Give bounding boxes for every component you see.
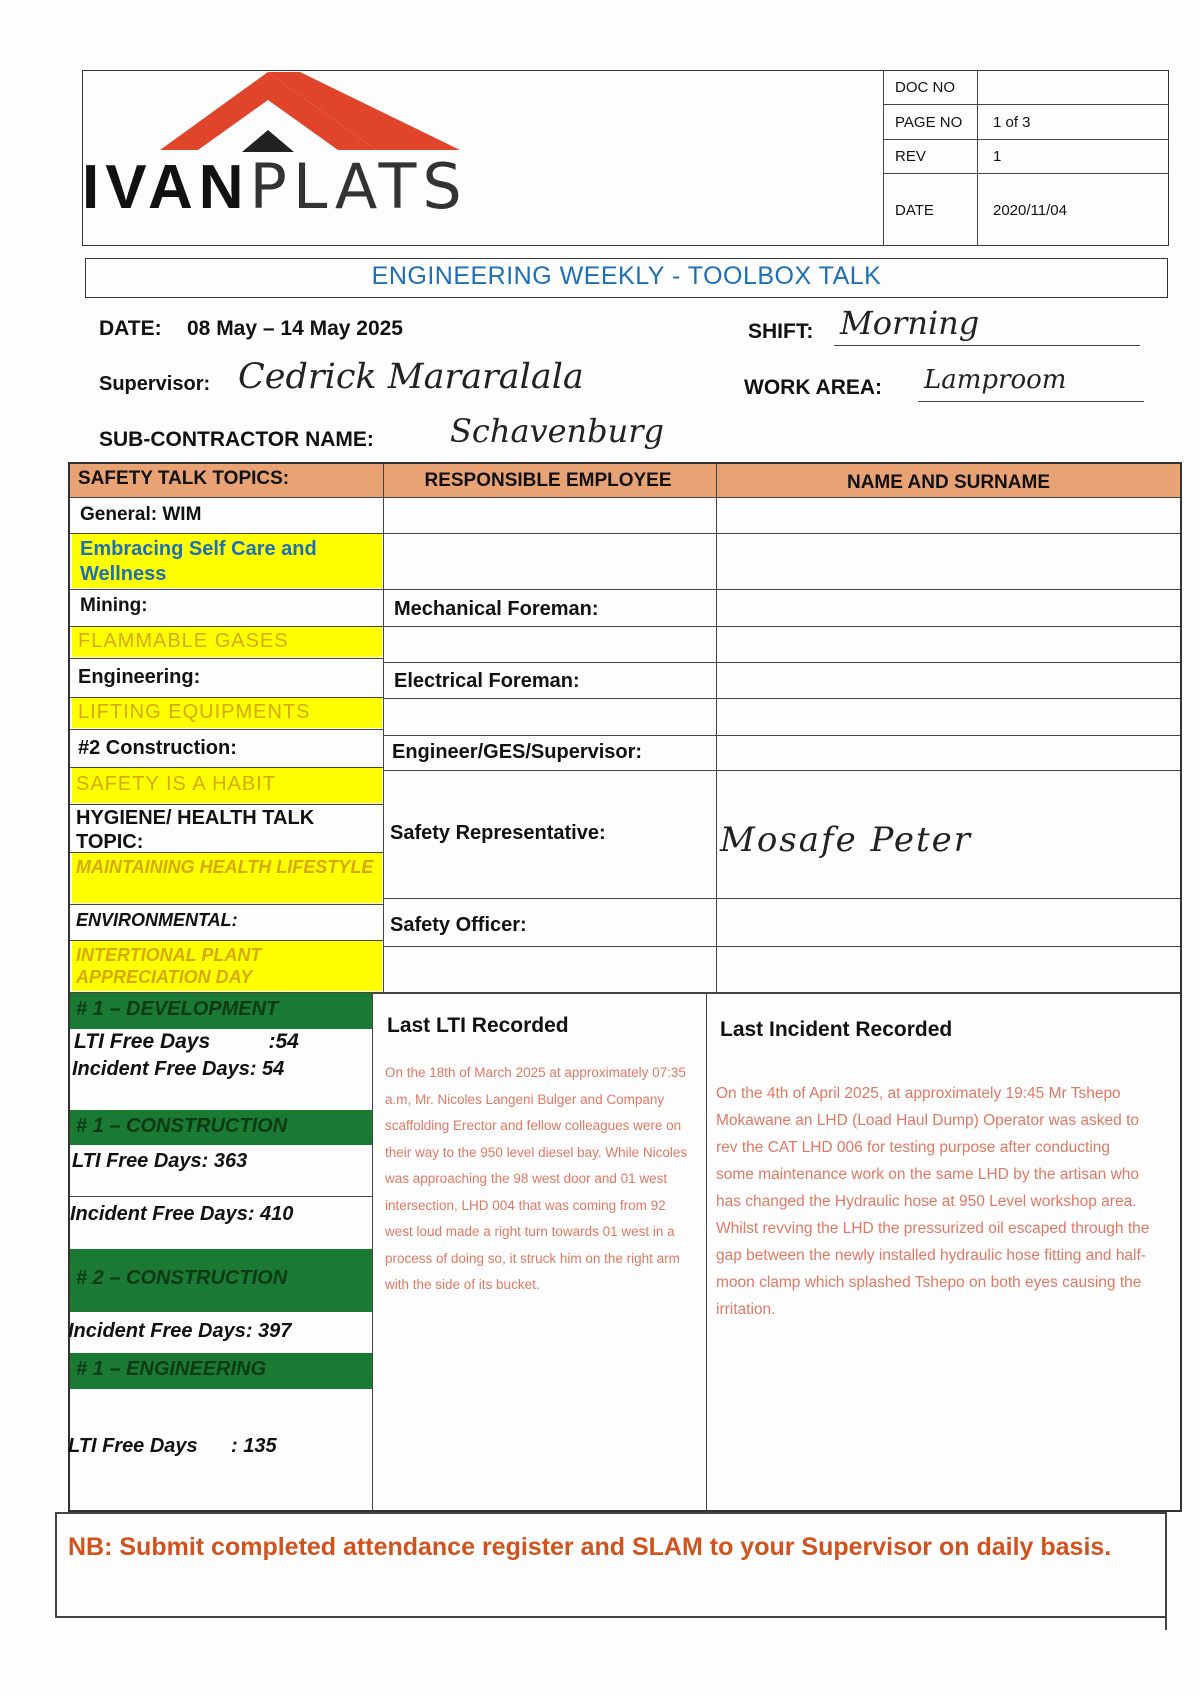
development-header-text: # 1 – DEVELOPMENT (76, 998, 279, 1020)
doc-no-label: DOC NO (895, 79, 955, 96)
mining-label: Mining: (80, 595, 148, 616)
engineering-label: Engineering: (78, 666, 201, 688)
role-mechanical-foreman: Mechanical Foreman: (394, 598, 599, 620)
hygiene-label: HYGIENE/ HEALTH TALK TOPIC: (76, 807, 315, 853)
general-topic: Embracing Self Care and Wellness (80, 538, 317, 585)
last-lti-text: On the 18th of March 2025 at approximately 07:35 a.m, Mr. Nicoles Langeni Bulger and Company scaffolding Erector and fellow colleagues were on their way to the 950 level diesel bay. While Nicoles was approaching the 98 west door and 01 west intersection, LHD 004 that was coming from 92 west loud made a right turn towards 01 west in a process of doing so, it struck him on the right arm with the side of its bucket. (385, 1065, 688, 1292)
role-electrical-foreman: Electrical Foreman: (394, 670, 580, 692)
con1-lti-free-days: LTI Free Days: 363 (72, 1150, 248, 1172)
last-incident-label: Last Incident Recorded (720, 1018, 953, 1041)
construction-topic: SAFETY IS A HABIT (76, 773, 277, 795)
col3-header: NAME AND SURNAME (846, 472, 1051, 493)
safety-rep-name: Mosafe Peter (720, 820, 973, 860)
construction1-header (70, 1110, 372, 1145)
col2-header: RESPONSIBLE EMPLOYEE (424, 470, 672, 491)
construction2-header (70, 1249, 372, 1312)
dev-incident-free-days: Incident Free Days: 54 (72, 1058, 285, 1080)
role-safety-officer: Safety Officer: (390, 914, 527, 936)
general-label: General: WIM (80, 504, 202, 525)
dev-lti-free-days: LTI Free Days :54 (74, 1030, 299, 1053)
page-no-value: 1 of 3 (993, 114, 1031, 131)
role-safety-representative: Safety Representative: (390, 822, 606, 844)
supervisor-label: Supervisor: (99, 373, 211, 395)
environmental-topic: INTERTIONAL PLANT APPRECIATION DAY (76, 945, 262, 987)
mining-topic: FLAMMABLE GASES (78, 630, 289, 652)
page-title: ENGINEERING WEEKLY - TOOLBOX TALK (371, 262, 882, 290)
engineering-topic: LIFTING EQUIPMENTS (78, 701, 311, 723)
engineering-header-text: # 1 – ENGINEERING (76, 1358, 267, 1380)
shift-label: SHIFT: (748, 320, 814, 343)
col1-header: SAFETY TALK TOPICS: (78, 468, 290, 489)
construction1-header-text: # 1 – CONSTRUCTION (76, 1115, 288, 1137)
date-label: DATE (895, 202, 934, 219)
construction-label: #2 Construction: (78, 737, 237, 759)
last-incident-text: On the 4th of April 2025, at approximately 19:45 Mr Tshepo Mokawane an LHD (Load Haul Dump) Operator was asked to rev the CAT LHD 006 for testing purpose after conducting some maintenance work on the same LHD by the artisan who has changed the Hydraulic hose at 950 Level workshop area. Whilst revving the LHD the pressurized oil escaped through the gap between the newly installed hydraulic hose fitting and half-moon clamp which splashed Tshepo on both eyes causing the irritation. (716, 1085, 1150, 1318)
subcontractor-value: Schavenburg (450, 412, 665, 450)
construction2-header-text: # 2 – CONSTRUCTION (76, 1267, 288, 1289)
development-header (70, 993, 372, 1029)
eng-lti-free-days: LTI Free Days : 135 (68, 1435, 277, 1457)
date-field-value: 08 May – 14 May 2025 (187, 317, 403, 340)
con1-incident-free-days: Incident Free Days: 410 (70, 1203, 294, 1225)
rev-label: REV (895, 148, 926, 165)
subcontractor-label: SUB-CONTRACTOR NAME: (99, 428, 374, 451)
logo-wordmark (82, 152, 468, 223)
work-area-label: WORK AREA: (744, 376, 883, 399)
ivanplats-logo-icon (160, 70, 480, 152)
work-area-value: Lamproom (924, 365, 1067, 395)
footer-note: NB: Submit completed attendance register and SLAM to your Supervisor on daily basis. (68, 1533, 1112, 1561)
environmental-label: ENVIRONMENTAL: (76, 910, 238, 930)
rev-value: 1 (993, 148, 1002, 165)
last-lti-label: Last LTI Recorded (387, 1014, 569, 1037)
date-value: 2020/11/04 (993, 202, 1067, 219)
logo-text-light: PLATS (249, 150, 468, 223)
supervisor-value: Cedrick Mararalala (238, 357, 584, 397)
con2-incident-free-days: Incident Free Days: 397 (68, 1320, 292, 1342)
date-field-label: DATE: (99, 317, 162, 340)
hygiene-topic: MAINTAINING HEALTH LIFESTYLE (76, 857, 374, 877)
logo-text-bold: IVAN (82, 153, 250, 222)
shift-value: Morning (840, 304, 980, 342)
page-no-label: PAGE NO (895, 114, 963, 131)
engineering-header (70, 1353, 372, 1389)
role-engineer: Engineer/GES/Supervisor: (392, 741, 643, 763)
